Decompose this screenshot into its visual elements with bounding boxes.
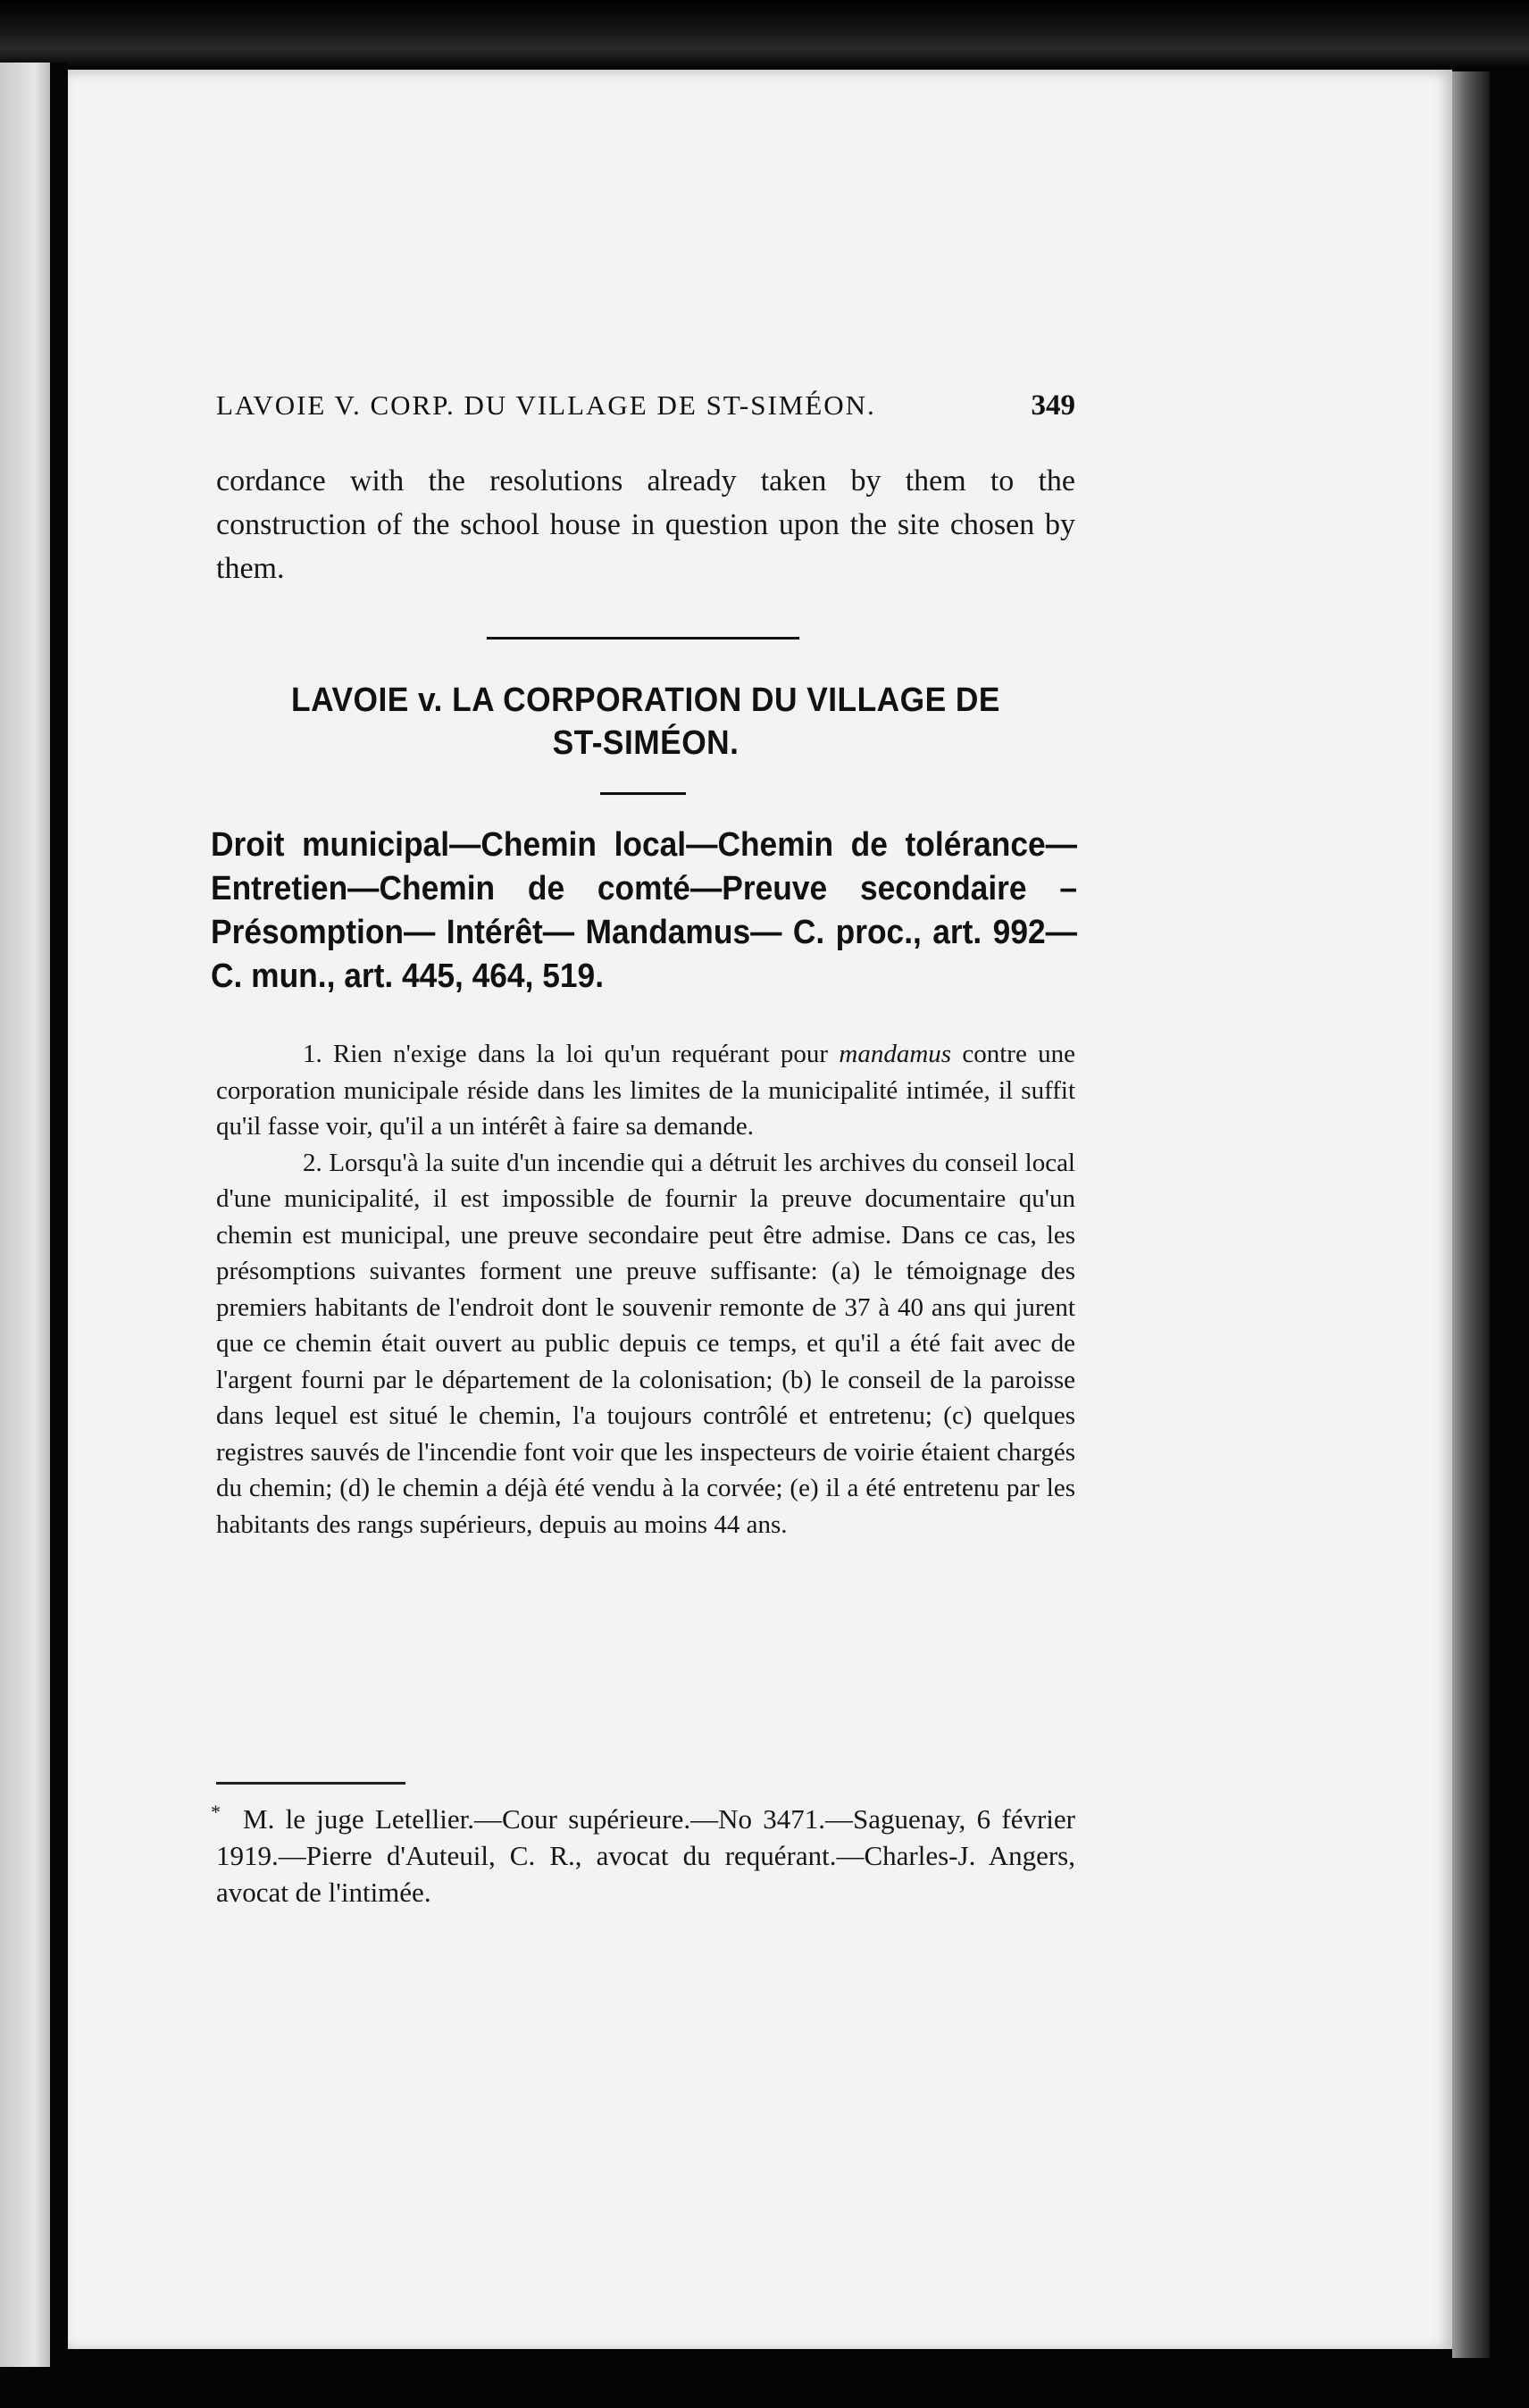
headnote-keywords <box>211 824 1077 999</box>
running-head-title: LAVOIE V. CORP. DU VILLAGE DE ST-SIMÉON. <box>216 389 876 421</box>
footnote-marker: * <box>211 1801 221 1823</box>
footnote-rule <box>216 1782 405 1785</box>
case-title <box>246 679 1046 765</box>
running-head <box>216 389 1075 422</box>
syllabus-p1-end: contre une corporation municipale réside dans les limites de la municipalité intimée, il suffit qu'il fasse voir, qu'il a un intérêt à faire sa demande. <box>216 1040 1075 1141</box>
syllabus-paragraph-1 <box>216 1036 1075 1145</box>
scan-top-edge <box>0 0 1529 70</box>
footnote <box>211 1801 1075 1911</box>
continued-paragraph: cordance with the resolutions already taken by them to the construction of the school house in question upon the site chosen by them. <box>216 464 1075 585</box>
syllabus-p1-start: 1. Rien n'exige dans la loi qu'un requérant pour <box>303 1040 840 1068</box>
page-stack-edge <box>1452 71 1490 2358</box>
case-title-line1: LAVOIE v. LA CORPORATION DU VILLAGE DE <box>291 681 1000 719</box>
syllabus-p1-italic: mandamus <box>839 1040 952 1068</box>
page-number: 349 <box>1031 389 1075 422</box>
footnote-text: M. le juge Letellier.—Cour supérieure.—No 3471.—Saguenay, 6 février 1919.—Pierre d'Auteuil, C. R., avocat du requérant.—Charles-J. Angers, avocat de l'intimée. <box>216 1803 1075 1908</box>
facing-page-edge <box>0 63 50 2367</box>
section-divider-rule <box>487 637 799 640</box>
syllabus-paragraph-2: 2. Lorsqu'à la suite d'un incendie qui a détruit les archives du conseil local d'une municipalité, il est impossible de fournir la preuve documentaire qu'un chemin est municipal, une preuve secondaire peut être admise. Dans ce cas, les présomptions suivantes forment une preuve suffisante: (a) le témoignage des premiers habitants de l'endroit dont le souvenir remonte de 37 à 40 ans qui jurent que ce chemin était ouvert au public depuis ce temps, et qu'il a été fait avec de l'argent fourni par le département de la colonisation; (b) le conseil de la paroisse dans lequel est situé le chemin, l'a toujours contrôlé et entretenu; (c) quelques registres sauvés de l'incendie font voir que les inspecteurs de voirie étaient chargés du chemin; (d) le chemin a déjà été vendu à la corvée; (e) il a été entretenu par les habitants des rangs supérieurs, depuis au moins 44 ans. <box>216 1148 1075 1539</box>
headnote-text: Droit municipal—Chemin local—Chemin de tolérance—Entretien—Chemin de comté—Preuve secondaire – Présomption— Intérêt— Mandamus— C. proc., art. 992—C. mun., art. 445, 464, 519. <box>211 826 1077 995</box>
case-title-line2: ST-SIMÉON. <box>552 724 739 762</box>
book-gutter <box>50 63 68 2367</box>
syllabus <box>216 1036 1075 1543</box>
title-short-rule <box>600 792 686 795</box>
